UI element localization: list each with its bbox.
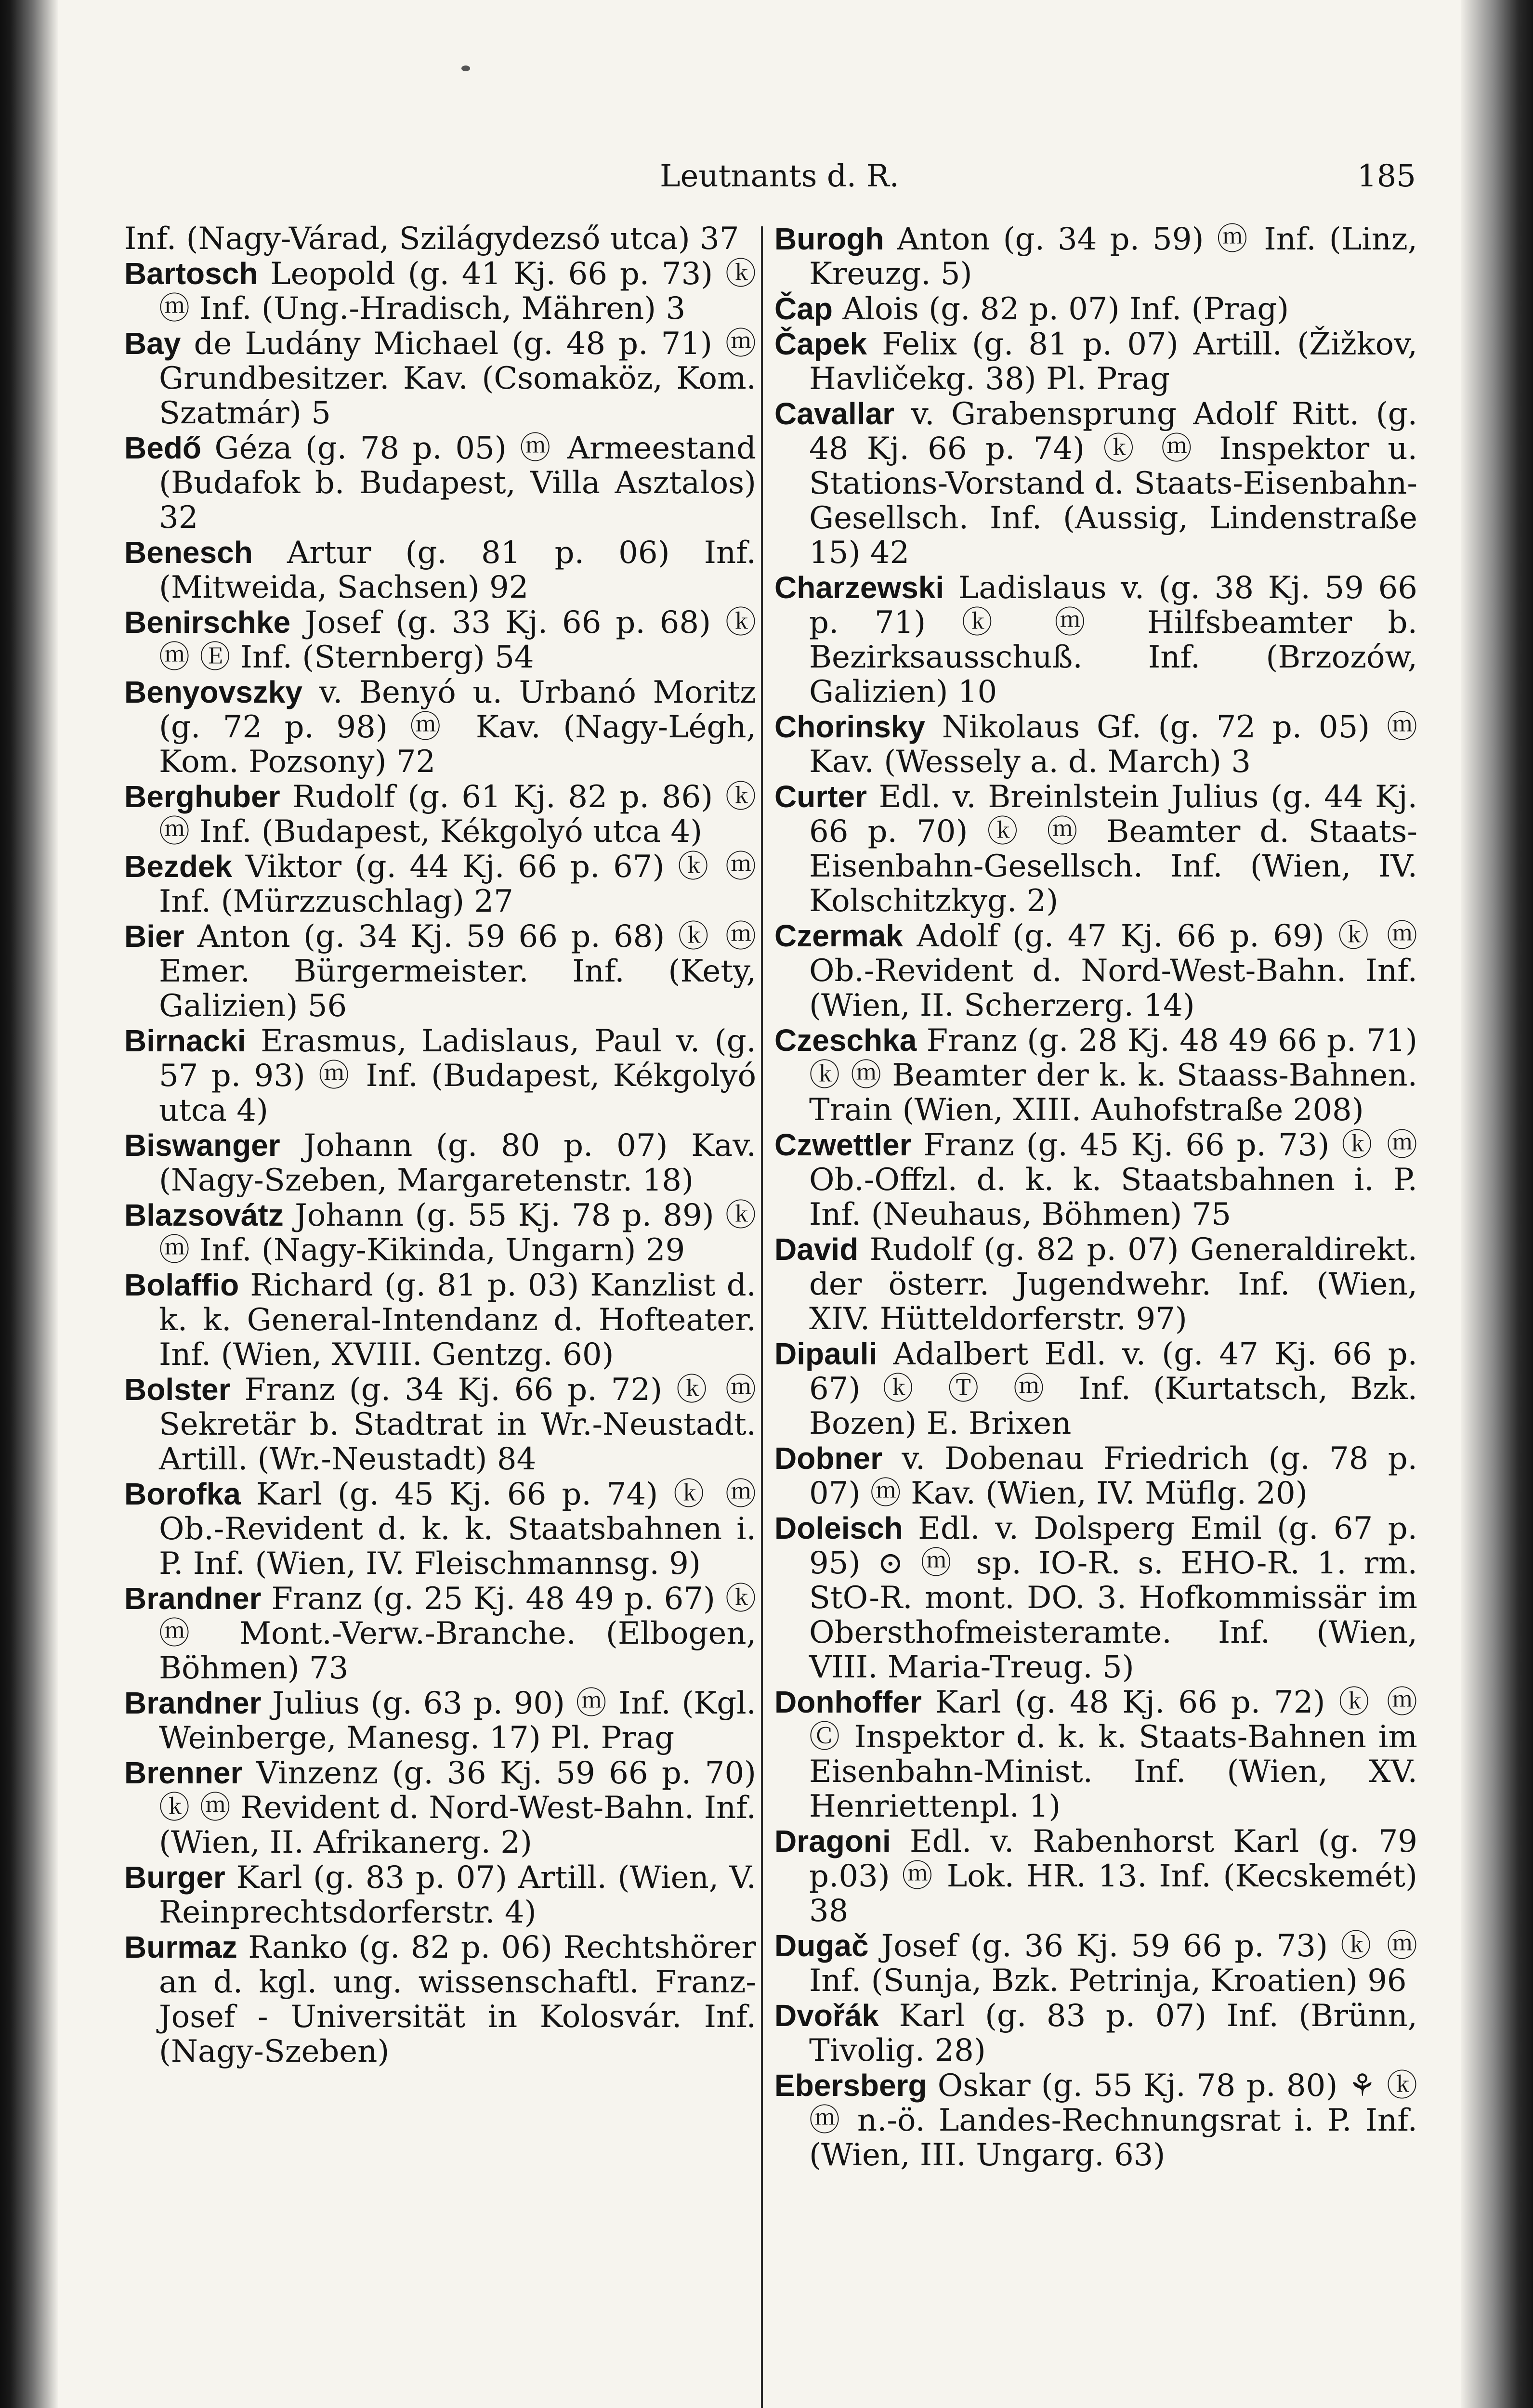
scan-edge-right (1461, 0, 1533, 2408)
entry-surname: Brandner (124, 1686, 262, 1720)
entry-details: v. Grabensprung Adolf Ritt. (g. 48 Kj. 66 p. 74) ⓚ ⓜ Inspektor u. Stations-Vorstand d. Staats-Eisenbahn-Gesellsch. Inf. (Aussig, Lindenstraße 15) 42 (809, 396, 1417, 571)
entry-surname: Čap (774, 291, 833, 326)
directory-entry (124, 1268, 756, 1372)
entry-surname: Bedő (124, 431, 201, 465)
scan-speck (461, 65, 470, 71)
right-column (774, 222, 1417, 2408)
entry-details: Leopold (g. 41 Kj. 66 p. 73) ⓚ ⓜ Inf. (Ung.-Hradisch, Mähren) 3 (159, 256, 756, 327)
directory-entry (124, 222, 756, 256)
entry-surname: Biswanger (124, 1128, 280, 1163)
entry-surname: Blazsovátz (124, 1198, 284, 1232)
entry-details: Alois (g. 82 p. 07) Inf. (Prag) (842, 291, 1289, 327)
entry-surname: Dragoni (774, 1824, 891, 1858)
entry-details: Edl. v. Rabenhorst Karl (g. 79 p.03) ⓜ Lok. HR. 13. Inf. (Kecskemét) 38 (809, 1824, 1417, 1929)
directory-entry (124, 326, 756, 431)
directory-entry (774, 327, 1417, 396)
entry-details: Johann (g. 80 p. 07) Kav. (Nagy-Szeben, Margaretenstr. 18) (159, 1128, 756, 1198)
directory-entry (124, 431, 756, 535)
entry-details: Rudolf (g. 82 p. 07) Generaldirekt. der österr. Jugendwehr. Inf. (Wien, XIV. Hütteldorferstr. 97) (809, 1232, 1417, 1337)
entry-surname: Brenner (124, 1755, 243, 1790)
entry-surname: Dvořák (774, 1998, 879, 2033)
entry-surname: Czermak (774, 918, 903, 953)
entry-details: Franz (g. 34 Kj. 66 p. 72) ⓚ ⓜ Sekretär b. Stadtrat in Wr.-Neustadt. Artill. (Wr.-Neustadt) 84 (159, 1372, 756, 1477)
page-header (621, 153, 1416, 199)
directory-entry (774, 1336, 1417, 1441)
entry-surname: Czwettler (774, 1127, 912, 1162)
entry-details: Johann (g. 55 Kj. 78 p. 89) ⓚ ⓜ Inf. (Nagy-Kikinda, Ungarn) 29 (159, 1198, 756, 1268)
entry-details: Karl (g. 83 p. 07) Inf. (Brünn, Tivolig. 28) (809, 1998, 1417, 2068)
directory-entry (124, 1930, 756, 2069)
entry-surname: Benyovszky (124, 675, 302, 709)
running-title: Leutnants d. R. (660, 158, 899, 194)
entry-surname: Dugač (774, 1928, 869, 1963)
directory-entry (774, 1023, 1417, 1127)
entry-details: Ladislaus v. (g. 38 Kj. 59 66 p. 71) ⓚ ⓜ Hilfsbeamter b. Bezirksausschuß. Inf. (Brzozów, Galizien) 10 (809, 570, 1417, 710)
entry-details: de Ludány Michael (g. 48 p. 71) ⓜ Grundbesitzer. Kav. (Csomaköz, Kom. Szatmár) 5 (159, 326, 756, 431)
entry-surname: Bolaffio (124, 1268, 239, 1302)
column-divider (761, 226, 763, 2408)
entry-details: Josef (g. 36 Kj. 59 66 p. 73) ⓚ ⓜ Inf. (Sunja, Bzk. Petrinja, Kroatien) 96 (809, 1928, 1417, 1999)
entry-details: Vinzenz (g. 36 Kj. 59 66 p. 70) ⓚ ⓜ Revident d. Nord-West-Bahn. Inf. (Wien, II. Afrikanerg. 2) (159, 1755, 756, 1860)
entry-surname: Burger (124, 1860, 225, 1895)
directory-entry (774, 1685, 1417, 1824)
entry-details: Ranko (g. 82 p. 06) Rechtshörer an d. kgl. ung. wissenschaftl. Franz-Josef - Universität in Kolosvár. Inf. (Nagy-Szeben) (159, 1930, 756, 2069)
entry-surname: Dipauli (774, 1336, 878, 1371)
directory-entry (774, 1232, 1417, 1336)
entry-details: Anton (g. 34 Kj. 59 66 p. 68) ⓚ ⓜ Emer. Bürgermeister. Inf. (Kety, Galizien) 56 (159, 919, 756, 1024)
entry-details: Inf. (Nagy-Várad, Szilágydezső utca) 37 (124, 222, 739, 257)
directory-entry (774, 570, 1417, 709)
entry-surname: Chorinsky (774, 709, 925, 744)
entry-details: Oskar (g. 55 Kj. 78 p. 80) ⚘ ⓚ ⓜ n.-ö. Landes-Rechnungsrat i. P. Inf. (Wien, III. Ungarg. 63) (809, 2068, 1417, 2173)
directory-entry (124, 1198, 756, 1268)
directory-entry (124, 1581, 756, 1686)
entry-details: Rudolf (g. 61 Kj. 82 p. 86) ⓚ ⓜ Inf. (Budapest, Kékgolyó utca 4) (159, 779, 756, 850)
directory-entry (124, 849, 756, 919)
directory-entry (124, 1755, 756, 1860)
entry-surname: Bolster (124, 1372, 231, 1407)
entry-surname: Benesch (124, 535, 253, 570)
entry-surname: Brandner (124, 1581, 262, 1616)
entry-surname: Bay (124, 326, 181, 361)
entry-surname: Bartosch (124, 256, 258, 291)
entry-details: Felix (g. 81 p. 07) Artill. (Žižkov, Havličekg. 38) Pl. Prag (809, 327, 1417, 397)
directory-entry (124, 1023, 756, 1128)
directory-entry (774, 1928, 1417, 1998)
entry-details: Artur (g. 81 p. 06) Inf. (Mitweida, Sachsen) 92 (159, 535, 756, 605)
directory-entry (774, 222, 1417, 291)
scan-edge-left (0, 0, 58, 2408)
entry-details: Franz (g. 45 Kj. 66 p. 73) ⓚ ⓜ Ob.-Offzl. d. k. k. Staatsbahnen i. P. Inf. (Neuhaus, Böhmen) 75 (809, 1127, 1417, 1232)
entry-surname: Dobner (774, 1441, 882, 1476)
directory-entry (774, 1441, 1417, 1511)
entry-surname: Burogh (774, 222, 884, 256)
entry-details: Géza (g. 78 p. 05) ⓜ Armeestand (Budafok b. Budapest, Villa Asztalos) 32 (159, 431, 756, 536)
directory-entry (124, 1372, 756, 1477)
directory-entry (774, 396, 1417, 570)
directory-entry (774, 1998, 1417, 2068)
entry-surname: Donhoffer (774, 1685, 922, 1719)
directory-entry (774, 291, 1417, 327)
directory-entry (124, 1477, 756, 1581)
directory-entry (774, 709, 1417, 779)
entry-surname: Charzewski (774, 570, 944, 605)
directory-entry (124, 919, 756, 1023)
entry-surname: Doleisch (774, 1511, 903, 1545)
directory-entry (124, 605, 756, 675)
entry-surname: Ebersberg (774, 2068, 927, 2103)
entry-details: v. Dobenau Friedrich (g. 78 p. 07) ⓜ Kav. (Wien, IV. Müflg. 20) (809, 1441, 1417, 1511)
entry-details: Josef (g. 33 Kj. 66 p. 68) ⓚ ⓜ Ⓔ Inf. (Sternberg) 54 (159, 605, 756, 675)
entry-surname: Berghuber (124, 779, 280, 814)
entry-surname: Čapek (774, 327, 867, 361)
directory-entry (774, 1824, 1417, 1928)
entry-details: Karl (g. 83 p. 07) Artill. (Wien, V. Reinprechtsdorferstr. 4) (159, 1860, 756, 1930)
directory-entry (124, 1128, 756, 1198)
entry-surname: Czeschka (774, 1023, 917, 1058)
entry-surname: Bier (124, 919, 184, 954)
entry-details: Franz (g. 28 Kj. 48 49 66 p. 71) ⓚ ⓜ Beamter der k. k. Staass-Bahnen. Train (Wien, XIII. Auhofstraße 208) (809, 1023, 1417, 1128)
entry-details: Adalbert Edl. v. (g. 47 Kj. 66 p. 67) ⓚ Ⓣ ⓜ Inf. (Kurtatsch, Bzk. Bozen) E. Brixen (809, 1336, 1417, 1441)
entry-details: Adolf (g. 47 Kj. 66 p. 69) ⓚ ⓜ Ob.-Revident d. Nord-West-Bahn. Inf. (Wien, II. Scherzerg. 14) (809, 918, 1417, 1023)
entry-details: Edl. v. Dolsperg Emil (g. 67 p. 95) ⊙ ⓜ sp. IO-R. s. EHO-R. 1. rm. StO-R. mont. DO. 3. Hofkommissär im Obersthofmeisteramte. Inf. (Wien, VIII. Maria-Treug. 5) (809, 1511, 1417, 1685)
directory-entry (774, 1127, 1417, 1232)
page-number: 185 (1357, 158, 1416, 194)
entry-surname: Burmaz (124, 1930, 237, 1964)
entry-surname: Curter (774, 779, 867, 814)
entry-details: v. Benyó u. Urbanó Moritz (g. 72 p. 98) ⓜ Kav. (Nagy-Légh, Kom. Pozsony) 72 (159, 675, 756, 780)
directory-entry (124, 675, 756, 779)
directory-entry (774, 2068, 1417, 2172)
entry-details: Erasmus, Ladislaus, Paul v. (g. 57 p. 93) ⓜ Inf. (Budapest, Kékgolyó utca 4) (159, 1023, 756, 1128)
directory-entry (124, 1686, 756, 1755)
entry-surname: Birnacki (124, 1023, 246, 1058)
directory-entry (124, 256, 756, 326)
entry-details: Franz (g. 25 Kj. 48 49 p. 67) ⓚ ⓜ Mont.-Verw.-Branche. (Elbogen, Böhmen) 73 (159, 1581, 756, 1686)
directory-entry (774, 918, 1417, 1023)
directory-entry (774, 779, 1417, 918)
entry-details: Nikolaus Gf. (g. 72 p. 05) ⓜ Kav. (Wessely a. d. March) 3 (809, 709, 1417, 780)
directory-entry (774, 1511, 1417, 1685)
directory-entry (124, 779, 756, 849)
entry-details: Karl (g. 45 Kj. 66 p. 74) ⓚ ⓜ Ob.-Revident d. k. k. Staatsbahnen i. P. Inf. (Wien, IV. Fleischmannsg. 9) (159, 1477, 756, 1582)
left-column (124, 222, 756, 2408)
entry-surname: Cavallar (774, 396, 895, 431)
entry-surname: Benirschke (124, 605, 291, 640)
entry-surname: Bezdek (124, 849, 233, 884)
directory-entry (124, 535, 756, 605)
entry-details: Edl. v. Breinlstein Julius (g. 44 Kj. 66 p. 70) ⓚ ⓜ Beamter d. Staats-Eisenbahn-Gesellsch. Inf. (Wien, IV. Kolschitzkyg. 2) (809, 779, 1417, 919)
entry-surname: Borofka (124, 1477, 241, 1511)
entry-details: Viktor (g. 44 Kj. 66 p. 67) ⓚ ⓜ Inf. (Mürzzuschlag) 27 (159, 849, 756, 919)
entry-details: Karl (g. 48 Kj. 66 p. 72) ⓚ ⓜ Ⓒ Inspektor d. k. k. Staats-Bahnen im Eisenbahn-Minist. Inf. (Wien, XV. Henriettenpl. 1) (809, 1685, 1417, 1824)
directory-entry (124, 1860, 756, 1930)
entry-details: Richard (g. 81 p. 03) Kanzlist d. k. k. General-Intendanz d. Hofteater. Inf. (Wien, XVIII. Gentzg. 60) (159, 1268, 756, 1373)
entry-details: Julius (g. 63 p. 90) ⓜ Inf. (Kgl. Weinberge, Manesg. 17) Pl. Prag (159, 1686, 756, 1756)
entry-surname: David (774, 1232, 859, 1267)
entry-details: Anton (g. 34 p. 59) ⓜ Inf. (Linz, Kreuzg. 5) (809, 222, 1417, 292)
